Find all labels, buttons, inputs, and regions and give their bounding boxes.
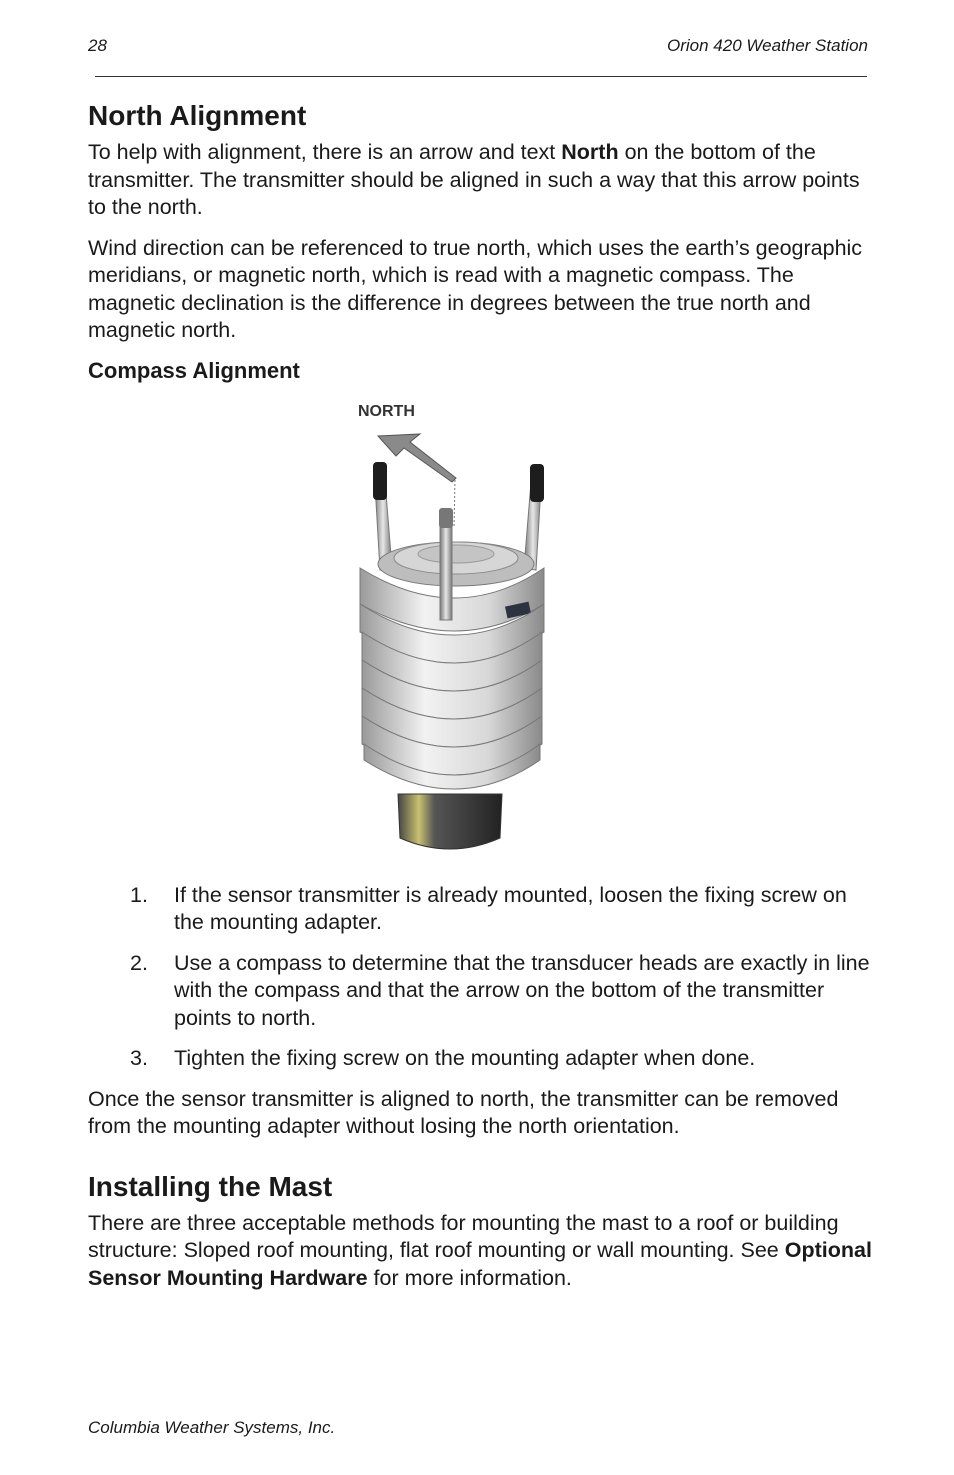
paragraph-mast-methods: There are three acceptable methods for mounting the mast to a roof or building structure: Sloped roof mounting, flat roof mounting or wall mounting. See Optional Sensor Mounting Hardware for more information. [88,1210,872,1290]
footer-company: Columbia Weather Systems, Inc. [88,1418,336,1437]
page-content [88,98,873,1305]
list-item: 2. Use a compass to determine that the transducer heads are exactly in line with the compass and that the arrow on the bottom of the transmitter points to north. [130,950,870,1030]
alignment-steps-list [88,882,873,1073]
north-arrow-icon [378,434,456,482]
bold-hardware-reference: Optional Sensor Mounting Hardware [88,1238,872,1290]
page-number: 28 [88,36,107,55]
transmitter-figure [88,398,873,868]
paragraph-orientation-note: Once the sensor transmitter is aligned to north, the transmitter can be removed from the mounting adapter without losing the north orientation. [88,1086,839,1138]
transmitter-illustration [348,398,618,860]
subheading-compass-alignment: Compass Alignment [88,357,300,383]
bold-north: North [561,140,619,164]
header-divider [95,76,867,77]
section-title-north-alignment: North Alignment [88,100,307,131]
paragraph-alignment-intro: To help with alignment, there is an arrow and text North on the bottom of the transmitter. The transmitter should be aligned in such a way that this arrow points to the north. [88,140,860,219]
paragraph-wind-direction: Wind direction can be referenced to true north, which uses the earth’s geographic meridians, or magnetic north, which is read with a magnetic compass. The magnetic declination is the difference in degrees between the true north and magnetic north. [88,235,863,342]
list-item: 3. Tighten the fixing screw on the mounting adapter when done. [130,1046,756,1070]
north-label: NORTH [358,402,415,420]
section-installing-mast [88,1169,873,1293]
list-item: 1. If the sensor transmitter is already mounted, loosen the fixing screw on the mounting adapter. [130,882,847,934]
section-title-installing-mast: Installing the Mast [88,1170,333,1202]
running-header-title: Orion 420 Weather Station [667,36,868,55]
